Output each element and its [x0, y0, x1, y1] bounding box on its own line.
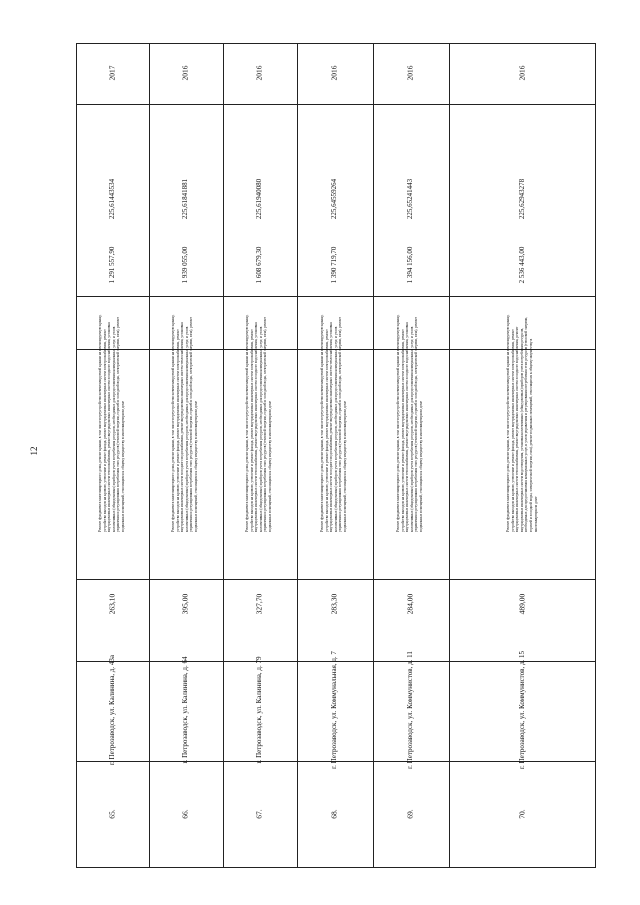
year-cell: 2016 — [180, 65, 190, 81]
year-cell: 2016 — [405, 65, 415, 81]
row-number: 69. — [405, 809, 415, 819]
table-row — [448, 43, 596, 868]
cost-cell: 1 394 156,00 — [406, 246, 414, 284]
works-cell: Ремонт фундамента многоквартирного дома, ремонт крыши, в том числе переустройство невентилируемой крыши на вентилируемую крышу, устройство выходов на кровлю, утепление и ремонт фасада, ремонт внутридомовых инженерных систем электроснабжения, ремонт внутридомовых инженерных систем теплоснабжения, ремонт внутридомовых инженерных систем холодного водоснабжения, ремонт внутридомовых инженерных систем водоотведения, установка коллективных (общедомовых) приборов учета потребления ресурсов, необходимых для предоставления коммунальных услуг, и узлов управления и регулирования потребления этих ресурсов (тепловой энергии, горячей и холодной воды, электрической энергии, газа), ремонт подвальных помещений, относящихся к общему имуществу в многоквартирном доме — [505, 314, 538, 532]
year-cell: 2016 — [329, 65, 339, 81]
address-cell: г. Петрозаводск, ул. Калинина, д. 64 — [181, 656, 189, 764]
area-cell: 283,30 — [329, 593, 339, 615]
row-number: 68. — [329, 809, 339, 819]
works-cell: Ремонт фундамента многоквартирного дома, ремонт крыши, в том числе переустройство невентилируемой крыши на вентилируемую крышу, устройство выходов на кровлю, утепление и ремонт фасада, ремонт внутридомовых инженерных систем электроснабжения, ремонт внутридомовых инженерных систем холодного водоснабжения, ремонт внутридомовых инженерных систем теплоснабжения, установка коллективных (общедомовых) приборов учета потребления ресурсов, необходимых для предоставления коммунальных услуг, и узлов управления и регулирования потребления этих ресурсов (тепловой энергии, горячей и холодной воды, электрической энергии, газа), ремонт подвальных помещений, относящихся к общему имуществу в многоквартирном доме — [171, 314, 199, 532]
table-row — [222, 43, 296, 868]
address-cell: г. Петрозаводск, ул. Коммунальная, д. 7 — [330, 651, 338, 769]
cost-cell: 1 608 679,30 — [255, 246, 263, 284]
area-cell: 263,10 — [107, 593, 117, 615]
year-cell: 2017 — [107, 65, 117, 81]
address-cell: г. Петрозаводск, ул. Коммунистов, д. 15 — [518, 650, 526, 770]
year-cell: 2016 — [517, 65, 527, 81]
cadastral-cell: 225,65241443 — [406, 178, 414, 220]
page-number: 12 — [29, 446, 39, 456]
works-cell: Ремонт фундамента многоквартирного дома, ремонт крыши, в том числе переустройство невентилируемой крыши на вентилируемую крышу, устройство выходов на кровлю, утепление и ремонт фасада, ремонт внутридомовых инженерных систем электроснабжения, ремонт внутридомовых инженерных систем теплоснабжения, ремонт внутридомовых инженерных систем холодного водоснабжения, установка коллективных (общедомовых) приборов учета потребления ресурсов, необходимых для предоставления коммунальных услуг, и узлов управления и регулирования потребления этих ресурсов (тепловой энергии, горячей и холодной воды, электрической энергии, газа), ремонт подвальных помещений, относящихся к общему имуществу в многоквартирном доме — [98, 314, 126, 532]
works-cell: Ремонт фундамента многоквартирного дома, ремонт крыши, в том числе переустройство невентилируемой крыши на вентилируемую крышу, устройство выходов на кровлю, утепление и ремонт фасада, ремонт внутридомовых инженерных систем электроснабжения, ремонт внутридомовых инженерных систем теплоснабжения, ремонт внутридомовых инженерных систем холодного водоснабжения, установка коллективных (общедомовых) приборов учета потребления ресурсов, необходимых для предоставления коммунальных услуг, и узлов управления и регулирования потребления этих ресурсов (тепловой энергии, горячей и холодной воды, электрической энергии, газа), ремонт подвальных помещений, относящихся к общему имуществу в многоквартирном доме — [396, 314, 424, 532]
works-cell: Ремонт фундамента многоквартирного дома, ремонт крыши, в том числе переустройство невентилируемой крыши на вентилируемую крышу, устройство выходов на кровлю, утепление и ремонт фасада, ремонт внутридомовых инженерных систем электроснабжения, ремонт внутридомовых инженерных систем теплоснабжения, ремонт внутридомовых инженерных систем холодного водоснабжения, установка коллективных (общедомовых) приборов учета потребления ресурсов, необходимых для предоставления коммунальных услуг, и узлов управления и регулирования потребления этих ресурсов (тепловой энергии, горячей и холодной воды, электрической энергии, газа), ремонт подвальных помещений, относящихся к общему имуществу в многоквартирном доме — [245, 314, 273, 532]
cadastral-cell: 225,62943278 — [518, 178, 526, 220]
cost-cell: 1 390 719,70 — [330, 246, 338, 284]
address-cell: г. Петрозаводск, ул. Калинина, д. 43а — [108, 654, 116, 766]
cadastral-cell: 225,61443534 — [108, 178, 116, 220]
area-cell: 489,00 — [517, 593, 527, 615]
row-number: 67. — [254, 809, 264, 819]
works-cell: Ремонт фундамента многоквартирного дома, ремонт крыши, в том числе переустройство невентилируемой крыши на вентилируемую крышу, устройство выходов на кровлю, утепление и ремонт фасада, ремонт внутридомовых инженерных систем электроснабжения, ремонт внутридомовых инженерных систем холодного водоснабжения, ремонт внутридомовых инженерных систем теплоснабжения, установка коллективных (общедомовых) приборов учета потребления ресурсов, необходимых для предоставления коммунальных услуг, и узлов управления и регулирования потребления этих ресурсов (тепловой энергии, горячей и холодной воды, электрической энергии, газа), ремонт подвальных помещений, относящихся к общему имуществу в многоквартирном доме — [320, 314, 348, 532]
cost-cell: 1 939 055,00 — [181, 246, 189, 284]
cadastral-cell: 225,64559264 — [330, 178, 338, 220]
address-cell: г. Петрозаводск, ул. Коммунистов, д. 11 — [406, 651, 414, 769]
row-number: 66. — [180, 809, 190, 819]
address-cell: г. Петрозаводск, ул. Калинина, д. 79 — [255, 656, 263, 764]
table-row — [76, 43, 148, 868]
cost-cell: 2 536 443,00 — [518, 246, 526, 284]
area-cell: 395,00 — [180, 593, 190, 615]
row-number: 65. — [107, 809, 117, 819]
table-row — [148, 43, 222, 868]
row-number: 70. — [517, 809, 527, 819]
table-row — [296, 43, 372, 868]
year-cell: 2016 — [254, 65, 264, 81]
cadastral-cell: 225,61940080 — [255, 178, 263, 220]
cost-cell: 1 291 557,90 — [108, 246, 116, 284]
area-cell: 284,00 — [405, 593, 415, 615]
area-cell: 327,70 — [254, 593, 264, 615]
table-row — [372, 43, 448, 868]
cadastral-cell: 225,61841881 — [181, 178, 189, 220]
